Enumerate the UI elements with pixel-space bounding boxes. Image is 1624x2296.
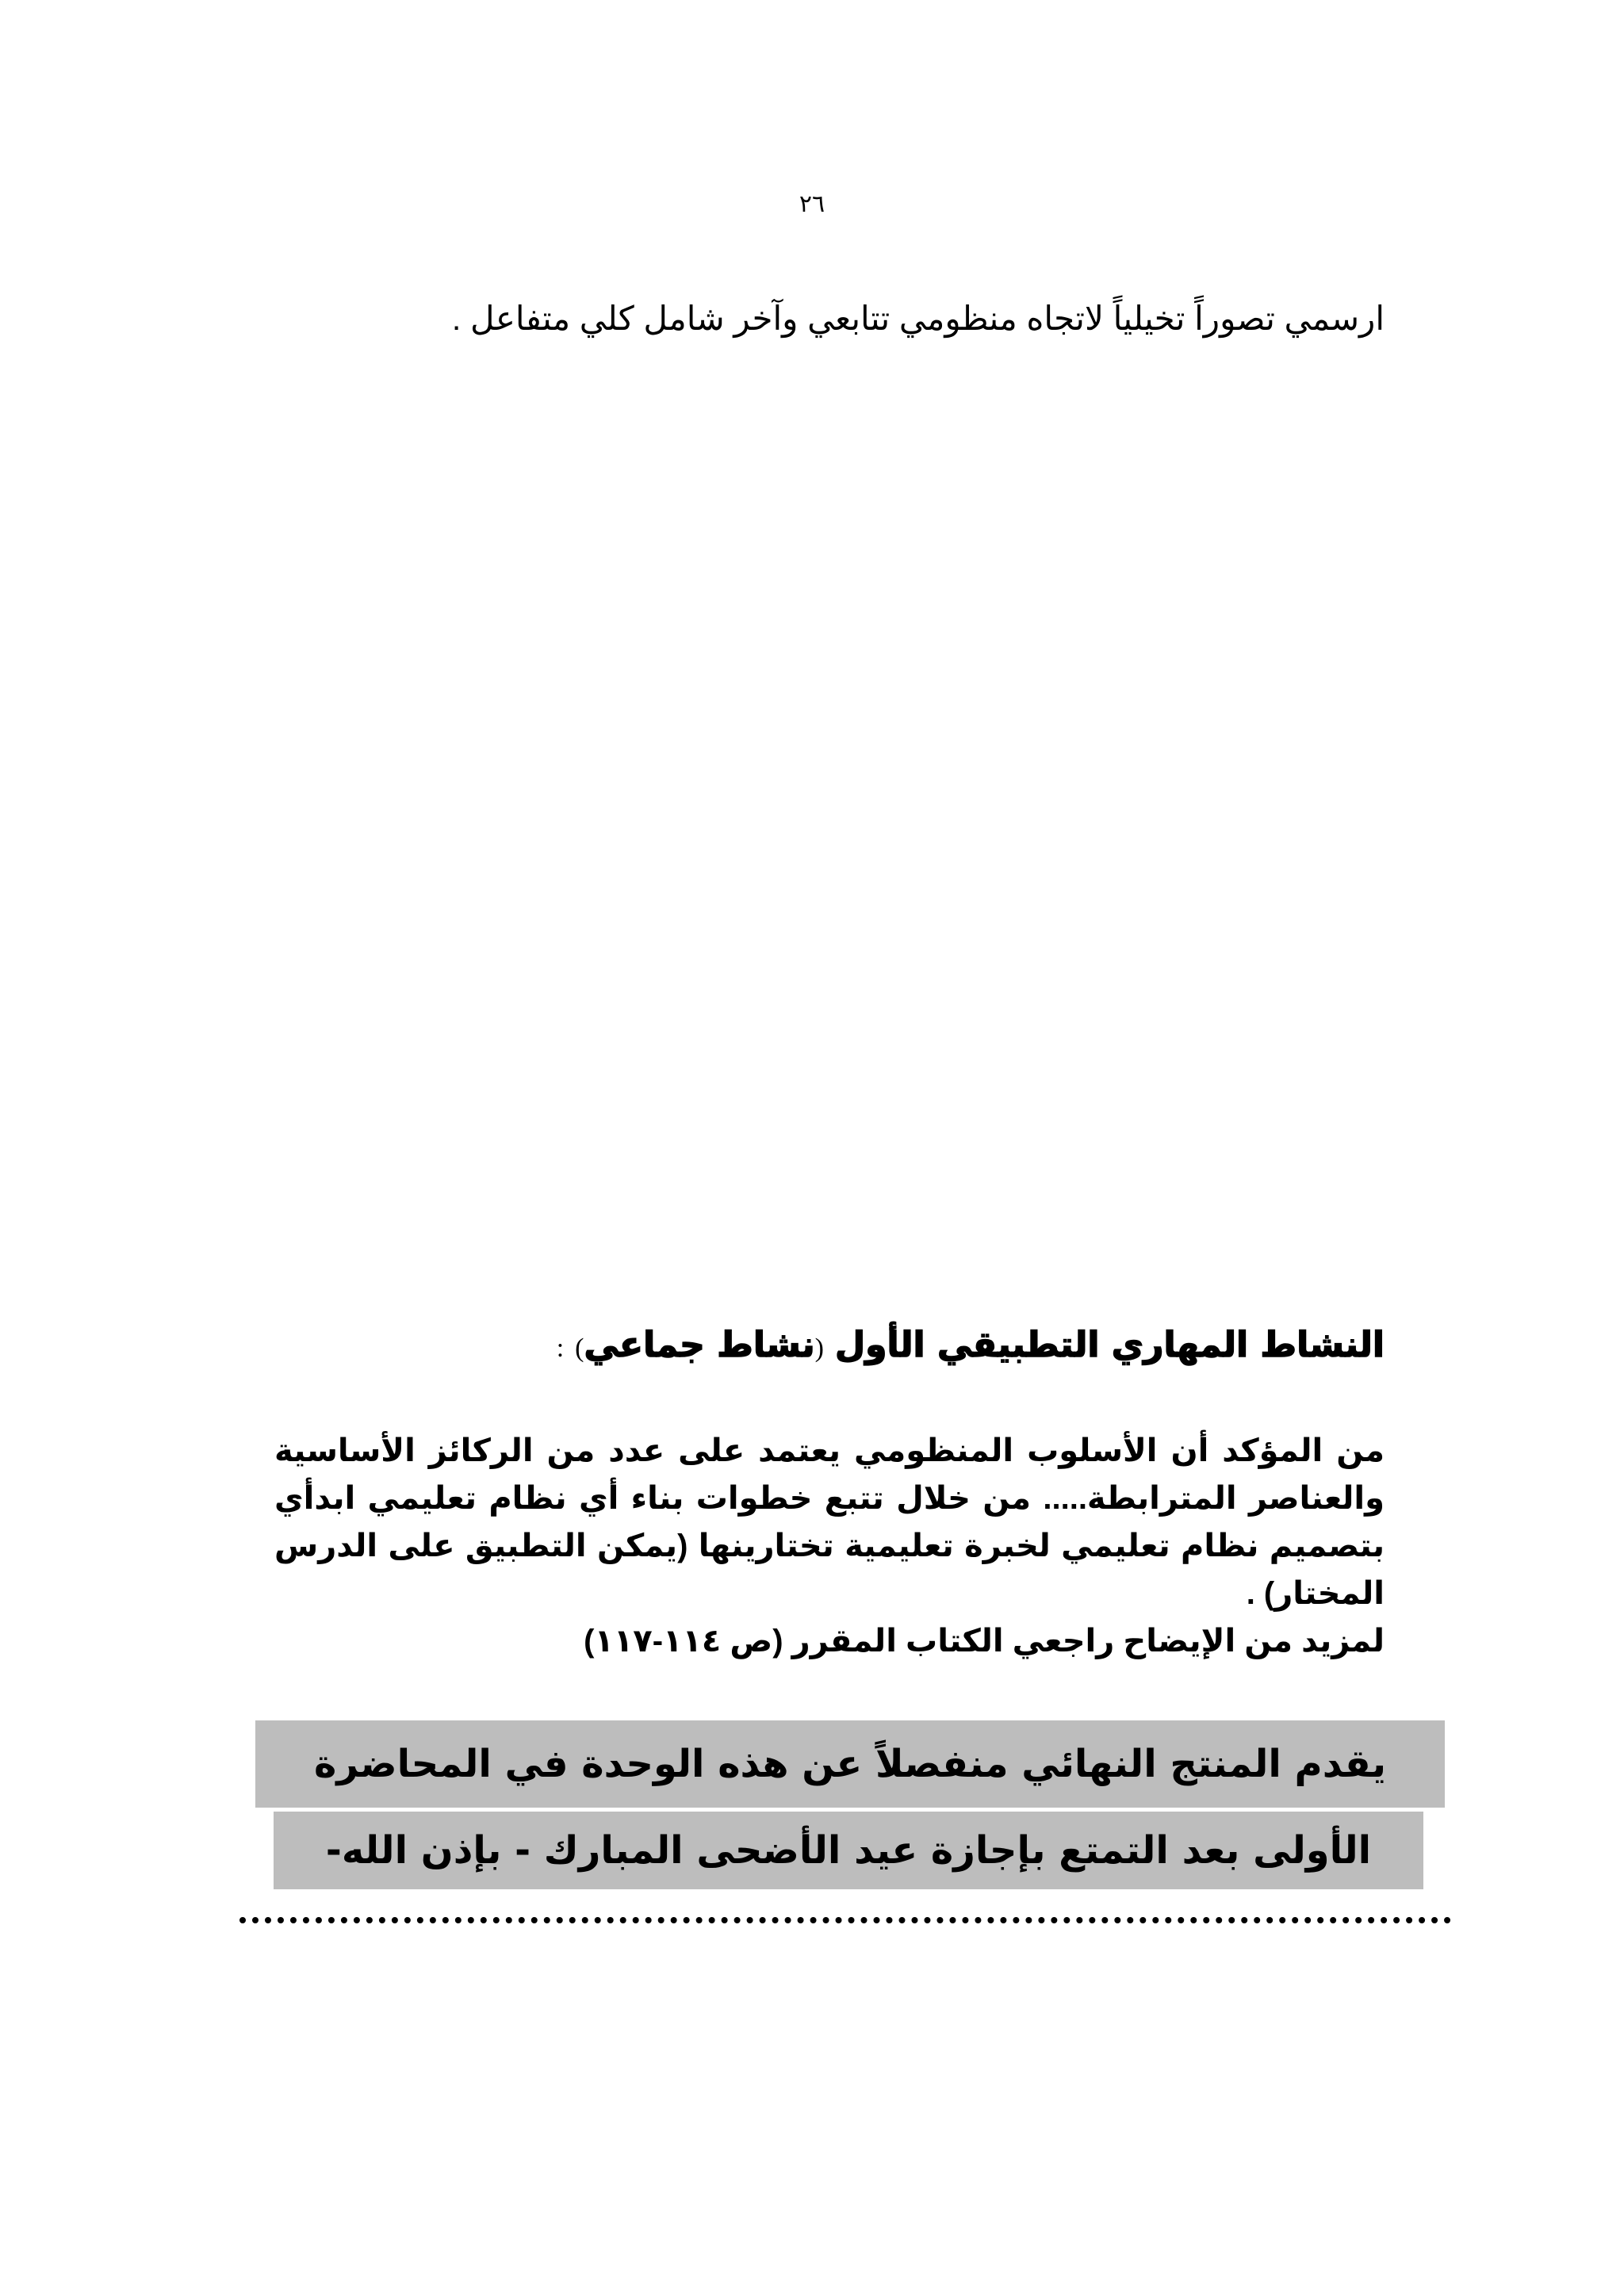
reference-line: لمزيد من الإيضاح راجعي الكتاب المقرر (ص ١١٤-١١٧) (584, 1624, 1385, 1659)
activity-heading (243, 1320, 1385, 1374)
page-number: ٢٦ (799, 191, 825, 217)
heading-open-paren: ( (814, 1334, 824, 1363)
notice-line-1: يقدم المنتج النهائي منفصلاً عن هذه الوحدة في المحاضرة (255, 1720, 1445, 1808)
activity-heading-type: نشاط جماعي (584, 1325, 815, 1365)
activity-paragraph: من المؤكد أن الأسلوب المنظومي يعتمد على عدد من الركائز الأساسية والعناصر المترابطة..... من خلال تتبع خطوات بناء أي نظام تعليمي ابدأي بتصميم نظام تعليمي لخبرة تعليمية تختارينها (يمكن التطبيق على الدرس المختار) . (274, 1433, 1385, 1611)
notice-line-2: الأولى بعد التمتع بإجازة عيد الأضحى المبارك - بإذن الله- (274, 1812, 1423, 1889)
heading-colon: : (556, 1334, 565, 1363)
intro-instruction: ارسمي تصوراً تخيلياً لاتجاه منظومي تتابعي وآخر شامل كلي متفاعل . (451, 300, 1385, 337)
heading-close-paren: ) (575, 1334, 584, 1363)
activity-heading-main: النشاط المهاري التطبيقي الأول (834, 1325, 1385, 1365)
dotted-divider (239, 1917, 1451, 1923)
